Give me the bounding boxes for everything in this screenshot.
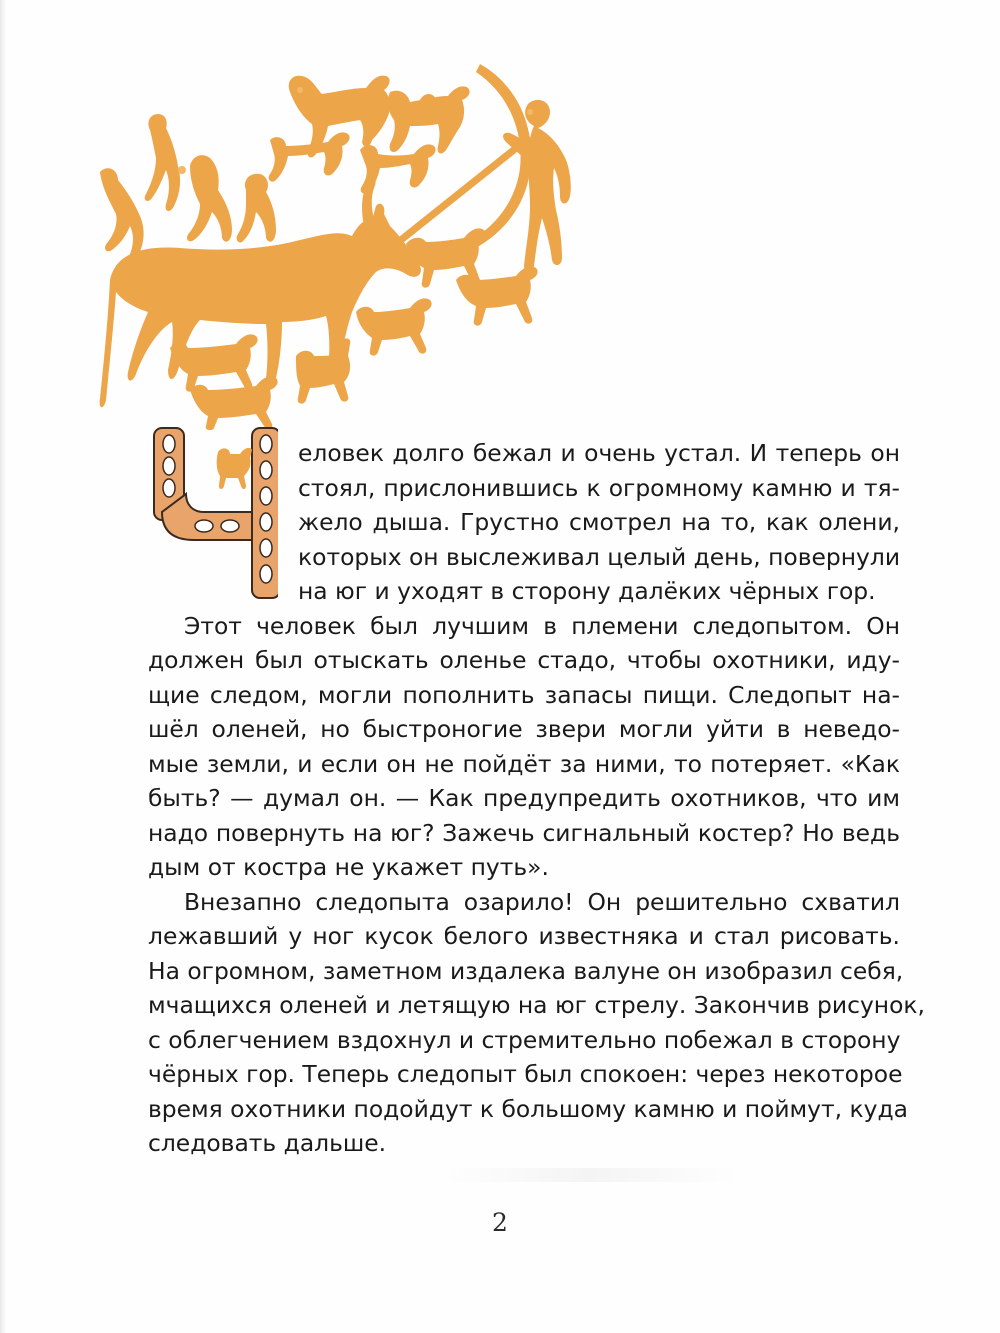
text-line: Этот человек был лучшим в племени следопытом. Он — [184, 611, 900, 640]
page-number: 2 — [492, 1208, 508, 1237]
text-line: должен был отыскать оленье стадо, чтобы охотники, иду- — [148, 646, 900, 674]
text-line: еловек долго бежал и очень устал. И теперь он — [298, 439, 900, 467]
text-line: лежавший у ног кусок белого известняка и стал рисовать. — [148, 922, 900, 950]
rock-art-hunting-scene-icon — [60, 30, 600, 430]
show-through-artifact — [440, 1168, 740, 1182]
text-line: На огромном, заметном издалека валуне он изобразил себя, — [148, 956, 904, 985]
paragraph-3 — [148, 885, 925, 1161]
text-line: мые земли, и если он не пойдёт за ними, то потеряет. «Как — [148, 749, 900, 778]
text-line: Внезапно следопыта озарило! Он решительно схватил — [184, 887, 900, 916]
text-line: стоял, прислонившись к огромному камню и тя- — [298, 473, 900, 502]
text-line: быть? — думал он. — Как предупредить охотников, что им — [148, 784, 900, 812]
story-text — [148, 436, 925, 1161]
scan-edge — [0, 0, 6, 1333]
text-line: на юг и уходят в сторону далёких чёрных гор. — [298, 577, 876, 605]
text-line: чёрных гор. Теперь следопыт был спокоен: через некоторое — [148, 1060, 903, 1088]
text-line: щие следом, могли пополнить запасы пищи. Следопыт на- — [148, 680, 900, 709]
text-line: которых он выслеживал целый день, повернули — [298, 542, 901, 571]
text-line: надо повернуть на юг? Зажечь сигнальный костер? Но ведь — [148, 818, 900, 847]
text-line: дым от костра не укажет путь». — [148, 853, 549, 881]
paragraph-1 — [148, 436, 900, 609]
paragraph-2 — [148, 609, 900, 885]
text-line: жело дыша. Грустно смотрел на то, как олени, — [298, 508, 900, 536]
text-line: с облегчением вздохнул и стремительно побежал в сторону — [148, 1025, 901, 1054]
text-line: шёл оленей, но быстроногие звери могли уйти в неведо- — [148, 715, 900, 743]
text-line: следовать дальше. — [148, 1129, 387, 1157]
text-line: мчащихся оленей и летящую на юг стрелу. Закончив рисунок, — [148, 991, 925, 1019]
text-line: время охотники подойдут к большому камню и поймут, куда — [148, 1094, 908, 1123]
